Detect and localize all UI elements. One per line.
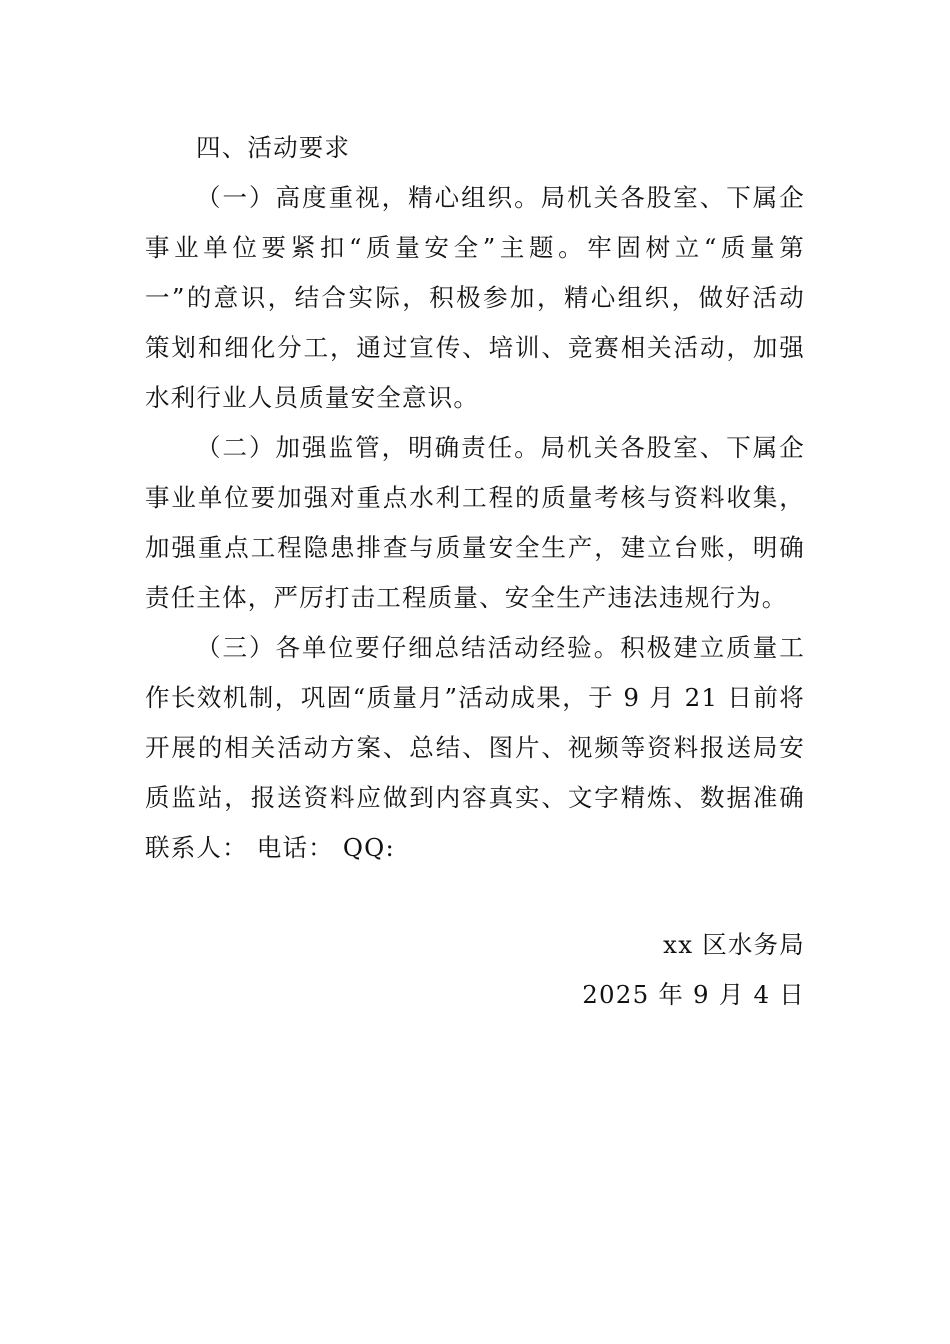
paragraph-line: （二）加强监管，明确责任。局机关各股室、下属企 xyxy=(196,433,805,462)
paragraph-line: 策划和细化分工，通过宣传、培训、竞赛相关活动，加强 xyxy=(145,333,805,362)
signature-date: 2025 年 9 月 4 日 xyxy=(582,980,805,1009)
paragraph-line: 水利行业人员质量安全意识。 xyxy=(145,383,480,412)
paragraph-line: 一”的意识，结合实际，积极参加，精心组织，做好活动 xyxy=(145,283,805,312)
paragraph-line: （一）高度重视，精心组织。局机关各股室、下属企 xyxy=(196,183,805,212)
contact-line: 联系人： 电话： QQ: xyxy=(145,833,395,862)
paragraph-line: 作长效机制，巩固“质量月”活动成果，于 9 月 21 日前将 xyxy=(145,683,805,712)
paragraph-line: 质监站，报送资料应做到内容真实、文字精炼、数据准确 xyxy=(145,783,805,812)
paragraph-line: 开展的相关活动方案、总结、图片、视频等资料报送局安 xyxy=(145,733,805,762)
paragraph-line: 事业单位要紧扣“质量安全”主题。牢固树立“质量第 xyxy=(145,233,805,262)
paragraph-line: 加强重点工程隐患排查与质量安全生产，建立台账，明确 xyxy=(145,533,805,562)
paragraph-line: 事业单位要加强对重点水利工程的质量考核与资料收集， xyxy=(145,483,805,512)
signature-organization: xx 区水务局 xyxy=(663,930,805,959)
paragraph-line: 责任主体，严厉打击工程质量、安全生产违法违规行为。 xyxy=(145,583,788,612)
section-heading: 四、活动要求 xyxy=(196,133,351,162)
paragraph-line: （三）各单位要仔细总结活动经验。积极建立质量工 xyxy=(196,633,805,662)
